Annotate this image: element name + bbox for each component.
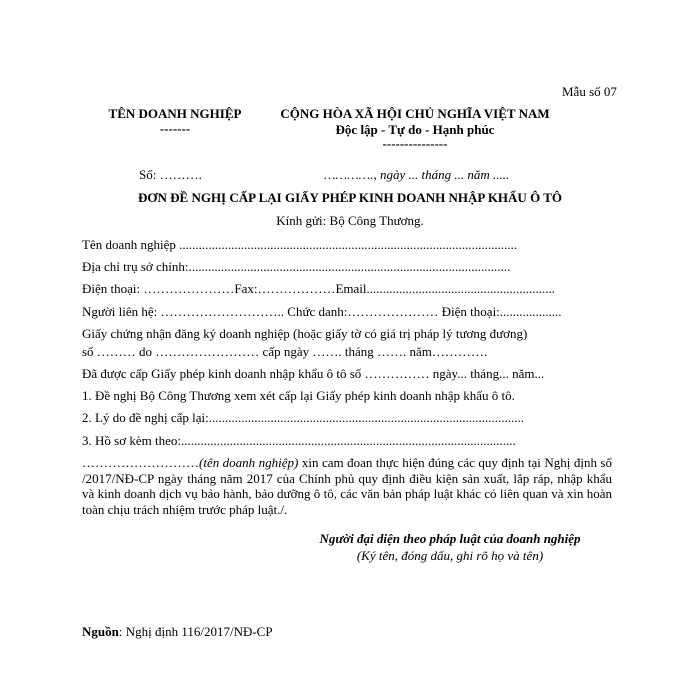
commitment-text: xin cam đoan thực hiện đúng các quy định tại Nghị định số /2017/NĐ-CP ngày tháng năm 2017 của Chính phủ quy định điều kiện sản xuất, lắp ráp, nhập khẩu và kinh doanh dịch vụ bảo hành, bảo dưỡng ô tô, các văn bản pháp luật khác có liên quan và xin hoàn toàn chịu trách nhiệm trước pháp luật./. [82, 455, 612, 517]
contact-field: Người liên hệ: ……………………….. Chức danh:………………… Điện thoại:................... [82, 304, 562, 319]
source-text: : Nghị định 116/2017/NĐ-CP [118, 624, 273, 639]
motto-dashes: --------------- [382, 136, 448, 151]
commitment-dots: ……………………… [82, 455, 199, 470]
country-name: CỘNG HÒA XÃ HỘI CHỦ NGHĨA VIỆT NAM [280, 106, 550, 121]
request-item-1: 1. Đề nghị Bộ Công Thương xem xét cấp lại Giấy phép kinh doanh nhập khẩu ô tô. [82, 388, 515, 403]
address-field: Địa chỉ trụ sở chính:................................................................................................... [82, 259, 511, 274]
date-line: …………., ngày ... tháng ... năm ..... [324, 167, 510, 182]
document-title: ĐƠN ĐỀ NGHỊ CẤP LẠI GIẤY PHÉP KINH DOANH NHẬP KHẨU Ô TÔ [138, 190, 562, 205]
company-name-header: TÊN DOANH NGHIỆP [108, 106, 242, 121]
source-label: Nguồn [82, 624, 119, 639]
motto: Độc lập - Tự do - Hạnh phúc [335, 122, 495, 137]
form-number: Mẫu số 07 [562, 84, 617, 99]
source-note [82, 624, 273, 640]
certificate-line-1: Giấy chứng nhận đăng ký doanh nghiệp (hoặc giấy tờ có giá trị pháp lý tương đương) [82, 326, 528, 341]
request-item-2: 2. Lý do đề nghị cấp lại:................................................................................................. [82, 410, 524, 425]
signature-title: Người đại diện theo pháp luật của doanh nghiệp [319, 531, 581, 546]
commitment-paragraph [82, 455, 612, 517]
request-item-3: 3. Hồ sơ kèm theo:....................................................................................................... [82, 433, 516, 448]
commitment-company-name: (tên doanh nghiệp) [199, 455, 299, 470]
company-dashes: ------- [159, 121, 191, 136]
company-name-field: Tên doanh nghiệp ........................................................................................................ [82, 237, 518, 252]
recipient: Kính gửi: Bộ Công Thương. [276, 213, 424, 228]
phone-fax-email-field: Điện thoại: …………………Fax:………………Email.......................................................... [82, 281, 556, 296]
signature-note: (Ký tên, đóng dấu, ghi rõ họ và tên) [356, 548, 544, 563]
license-field: Đã được cấp Giấy phép kinh doanh nhập khẩu ô tô số …………… ngày... tháng... năm... [82, 366, 545, 381]
certificate-line-2: số ……… do …………………… cấp ngày ……. tháng ……. năm…………. [82, 344, 488, 359]
document-number: Số: ………. [139, 167, 202, 182]
